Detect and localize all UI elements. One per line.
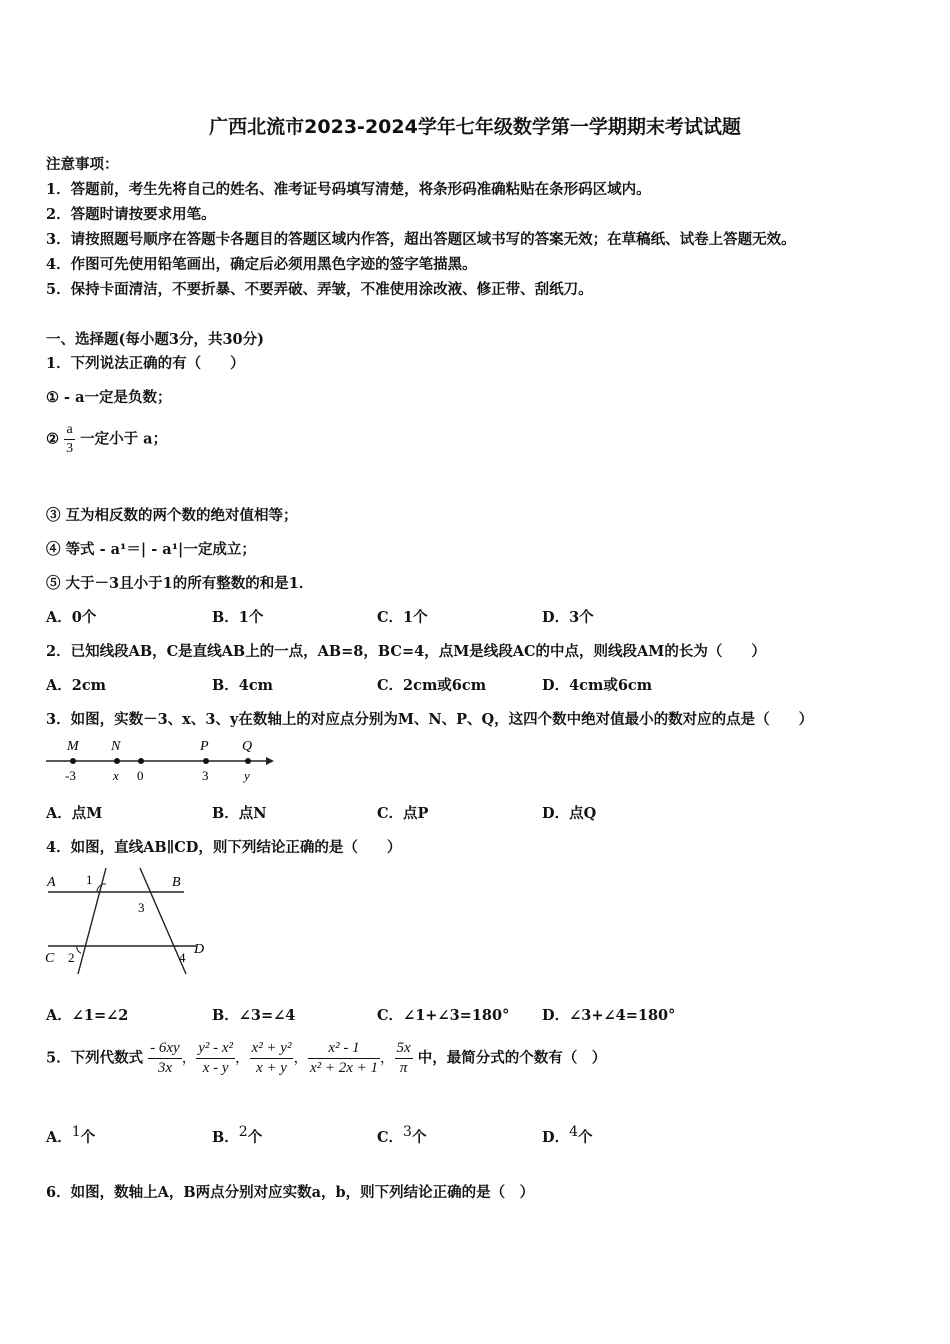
option-letter: C．: [377, 1128, 404, 1146]
fraction-denominator: x + y: [250, 1058, 294, 1077]
option-b: B．点N: [212, 805, 267, 822]
fraction-denominator: 3x: [148, 1058, 182, 1077]
question-5-stem: [46, 1040, 606, 1077]
point-dot: [245, 758, 251, 764]
question-1-stem: 1．下列说法正确的有（ ）: [46, 355, 245, 372]
fraction: [308, 1040, 380, 1077]
fraction-numerator: x² - 1: [328, 1040, 360, 1056]
fraction-separator: ，: [380, 1050, 395, 1067]
statement-4: ④ 等式 - a¹＝| - a¹|一定成立；: [46, 541, 256, 558]
point-value: 3: [202, 768, 209, 783]
fraction-numerator: a: [66, 422, 73, 437]
fraction-numerator: - 6xy: [150, 1040, 180, 1056]
option-a: [46, 1124, 95, 1147]
option-b: B．1个: [212, 609, 264, 626]
option-b: B．4cm: [212, 677, 274, 694]
point-dot: [138, 758, 144, 764]
point-letter: P: [200, 739, 209, 754]
parallel-lines-figure: [42, 864, 212, 982]
label-d: D: [194, 942, 205, 957]
angle-label: 1: [86, 872, 93, 887]
option-letter: D．: [542, 1128, 570, 1146]
statement-2-mark: ②: [46, 430, 59, 448]
option-d: [542, 1124, 593, 1147]
notice-item: 1．答题前，考生先将自己的姓名、准考证号码填写清楚，将条形码准确粘贴在条形码区域内。: [46, 181, 651, 198]
option-c: C．点P: [377, 805, 429, 822]
notice-item: 2．答题时请按要求用笔。: [46, 206, 216, 223]
option-d: D．点Q: [542, 805, 597, 822]
question-5-prefix: 5．下列代数式: [46, 1049, 144, 1067]
option-c: [377, 1124, 426, 1147]
angle-label: 2: [68, 950, 75, 965]
option-b: [212, 1124, 262, 1147]
statement-1: ① - a一定是负数；: [46, 389, 172, 406]
statement-3: ③ 互为相反数的两个数的绝对值相等；: [46, 507, 298, 524]
fraction: [250, 1040, 294, 1077]
angle-arc: [77, 946, 81, 953]
fraction-denominator: x - y: [196, 1058, 235, 1077]
section-heading: 一、选择题(每小题3分，共30分): [46, 331, 264, 348]
question-6-stem: 6．如图，数轴上A，B两点分别对应实数a，b，则下列结论正确的是（ ）: [46, 1184, 535, 1201]
point-dot: [114, 758, 120, 764]
option-number: 4: [569, 1124, 578, 1140]
point-value: 0: [137, 768, 144, 783]
arrow-icon: [266, 757, 274, 765]
point-value: y: [244, 768, 250, 783]
notice-header: 注意事项：: [46, 156, 119, 173]
label-c: C: [45, 951, 55, 966]
option-a: A．0个: [46, 609, 97, 626]
option-a: A．点M: [46, 805, 103, 822]
option-c: C．2cm或6cm: [377, 677, 487, 694]
option-letter: A．: [46, 1128, 72, 1146]
question-5-suffix: 中，最简分式的个数有（ ）: [417, 1049, 607, 1067]
question-4-stem: 4．如图，直线AB∥CD，则下列结论正确的是（ ）: [46, 839, 402, 856]
number-line-figure: [40, 734, 280, 788]
fraction-denominator: x² + 2x + 1: [309, 1060, 379, 1076]
notice-item: 4．作图可先使用铅笔画出，确定后必须用黑色字迹的签字笔描黑。: [46, 256, 477, 273]
option-c: C．1个: [377, 609, 428, 626]
option-c: C．∠1+∠3=180°: [377, 1007, 510, 1024]
fraction: [148, 1040, 182, 1077]
fraction-denominator: π: [395, 1058, 413, 1077]
option-unit: 个: [80, 1128, 96, 1146]
statement-2-text: 一定小于 a；: [80, 430, 168, 448]
option-number: 3: [403, 1124, 412, 1140]
question-3-stem: 3．如图，实数－3、x、3、y在数轴上的对应点分别为M、N、P、Q，这四个数中绝对值最小的数对应的点是（ ）: [46, 711, 814, 728]
fraction-numerator: 5x: [396, 1040, 411, 1056]
point-dot: [203, 758, 209, 764]
notice-item: 5．保持卡面清洁，不要折暴、不要弄破、弄皱，不准使用涂改液、修正带、刮纸刀。: [46, 281, 593, 298]
question-2-stem: 2．已知线段AB，C是直线AB上的一点，AB=8，BC=4，点M是线段AC的中点，则线段AM的长为（ ）: [46, 643, 766, 660]
point-letter: N: [111, 739, 121, 754]
option-b: B．∠3=∠4: [212, 1007, 296, 1024]
option-a: A．∠1=∠2: [46, 1007, 129, 1024]
option-unit: 个: [411, 1128, 427, 1146]
statement-5: ⑤ 大于－3且小于1的所有整数的和是1．: [46, 575, 314, 592]
page-title: 广西北流市2023-2024学年七年级数学第一学期期末考试试题: [209, 116, 741, 138]
point-letter: M: [67, 739, 79, 754]
fraction-denominator: 3: [66, 441, 74, 456]
fraction: [395, 1040, 413, 1077]
point-value: -3: [65, 768, 76, 783]
option-letter: B．: [212, 1128, 239, 1146]
fraction: [64, 422, 75, 457]
fraction-separator: ，: [235, 1050, 250, 1067]
label-b: B: [172, 875, 181, 890]
fraction-numerator: x² + y²: [251, 1040, 292, 1056]
option-d: D．4cm或6cm: [542, 677, 653, 694]
fraction-numerator: y² - x²: [198, 1040, 234, 1056]
angle-label: 4: [179, 950, 186, 965]
option-unit: 个: [578, 1128, 593, 1146]
option-d: D．3个: [542, 609, 594, 626]
angle-arc: [97, 884, 106, 892]
point-dot: [70, 758, 76, 764]
statement-2: [46, 422, 167, 457]
option-number: 1: [71, 1124, 81, 1140]
option-unit: 个: [247, 1128, 263, 1146]
point-value: x: [113, 768, 119, 783]
label-a: A: [47, 875, 56, 890]
option-number: 2: [238, 1124, 248, 1140]
notice-item: 3．请按照题号顺序在答题卡各题目的答题区域内作答，超出答题区域书写的答案无效；在草稿纸、试卷上答题无效。: [46, 231, 796, 248]
option-d: D．∠3+∠4=180°: [542, 1007, 676, 1024]
fraction-separator: ，: [181, 1050, 197, 1067]
fraction-separator: ，: [293, 1050, 308, 1067]
point-letter: Q: [242, 739, 253, 754]
option-a: A．2cm: [46, 677, 107, 694]
angle-label: 3: [138, 900, 145, 915]
fraction: [196, 1040, 235, 1077]
